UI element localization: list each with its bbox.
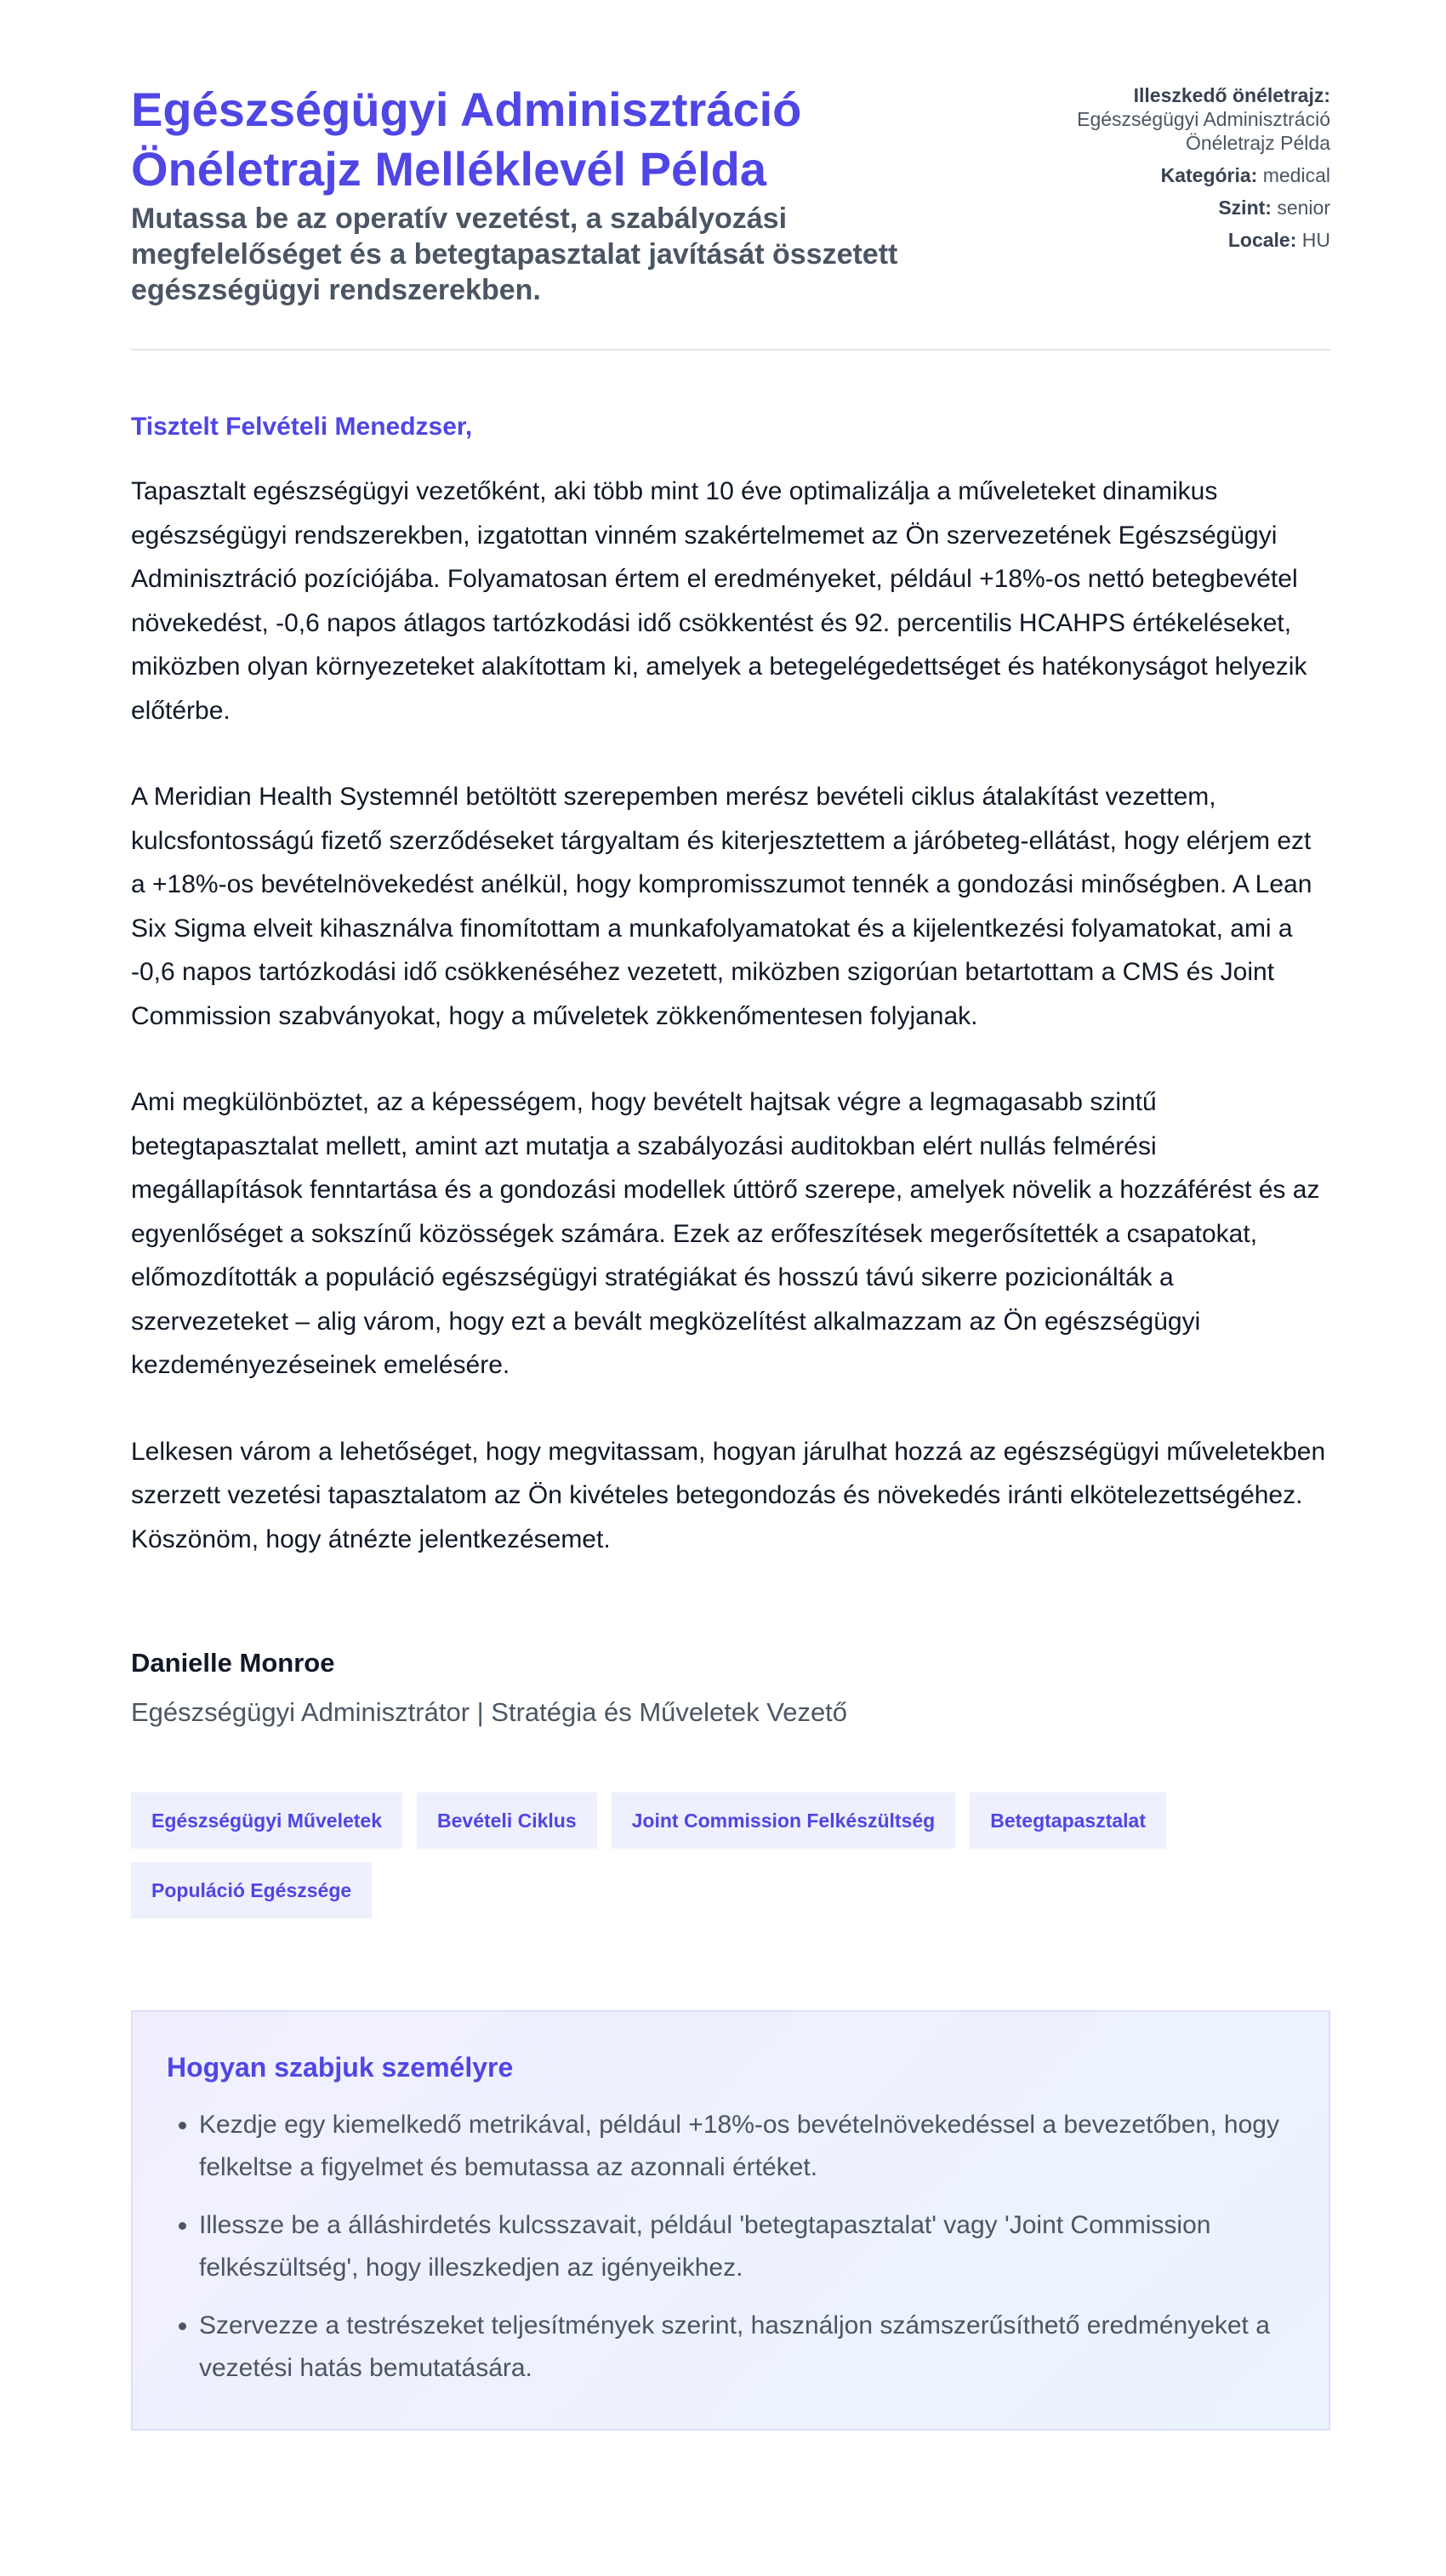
- signature-title: Egészségügyi Adminisztrátor | Stratégia és Műveletek Vezető: [131, 1697, 848, 1727]
- letter-paragraph: Ami megkülönböztet, az a képességem, hogy bevételt hajtsak végre a legmagasabb szintű betegtapasztalat mellett, amint azt mutatja a szabályozási auditokban elért nullás felmérési megállapítások fenntartása és a gondozási modellek úttörő szerepe, amelyek növelik a hozzáférést és az egyenlőséget a sokszínű közösségek számára. Ezek az erőfeszítések megerősítették a csapatokat, előmozdították a populáció egészségügyi stratégiákat és hosszú távú sikerre pozicionálták a szervezeteket – alig várom, hogy ezt a bevált megközelítést alkalmazzam az Ön egészségügyi kezdeményezéseinek emelésére.: [131, 1088, 1320, 1379]
- tips-title: Hogyan szabjuk személyre: [167, 2052, 514, 2083]
- meta-locale-value: HU: [1301, 229, 1330, 251]
- meta-category: [1007, 163, 1330, 187]
- meta-level-label: Szint:: [1218, 197, 1272, 219]
- meta-panel: [1007, 80, 1330, 260]
- header-titles: [131, 80, 999, 308]
- meta-category-label: Kategória:: [1160, 164, 1258, 186]
- tips-list-item: • Szervezze a testrészeket teljesítmények szerint, használjon számszerűsíthető eredményeket a vezetési hatás bemutatására.: [199, 2305, 1295, 2390]
- cover-letter-page: [131, 0, 1330, 2431]
- meta-matching-value: Egészségügyi Adminisztráció Önéletrajz Példa: [1077, 108, 1330, 154]
- signature-name: Danielle Monroe: [131, 1648, 335, 1678]
- meta-matching-resume: [1007, 83, 1330, 155]
- tips-list-item: • Illessze be a álláshirdetés kulcsszavait, például 'betegtapasztalat' vagy 'Joint Commission felkészültség', hogy illeszkedjen az igényeikhez.: [199, 2204, 1295, 2289]
- customization-tips-box: [131, 2010, 1330, 2431]
- skill-tag: Bevételi Ciklus: [417, 1792, 597, 1849]
- signature-block: [131, 1646, 1330, 1730]
- page-header: [131, 80, 1330, 350]
- letter-greeting: Tisztelt Felvételi Menedzser,: [131, 413, 473, 441]
- meta-level: [1007, 196, 1330, 219]
- skill-tag: Joint Commission Felkészültség: [612, 1792, 956, 1849]
- skill-tag: Populáció Egészsége: [131, 1862, 372, 1918]
- skill-tag: Betegtapasztalat: [970, 1792, 1166, 1849]
- meta-matching-label: Illeszkedő önéletrajz:: [1133, 84, 1330, 106]
- meta-locale-label: Locale:: [1227, 229, 1297, 251]
- meta-category-value: medical: [1262, 164, 1330, 186]
- letter-paragraph: A Meridian Health Systemnél betöltött szerepemben merész bevételi ciklus átalakítást vezettem, kulcsfontosságú fizető szerződéseket tárgyaltam és kiterjesztettem a járóbeteg-ellátást, hogy elérjem ezt a +18%-os bevételnövekedést anélkül, hogy kompromisszumot tennék a gondozási minőségben. A Lean Six Sigma elveit kihasználva finomítottam a munkafolyamatokat és a kijelentkezési folyamatokat, ami a -0,6 napos tartózkodási idő csökkenéséhez vezetett, miközben szigorúan betartottam a CMS és Joint Commission szabványokat, hogy a műveletek zökkenőmentesen folyjanak.: [131, 783, 1312, 1030]
- page-subtitle: Mutassa be az operatív vezetést, a szabályozási megfelelőséget és a betegtapasztalat javítását összetett egészségügyi rendszerekben.: [131, 202, 898, 306]
- skill-tag: Egészségügyi Műveletek: [131, 1792, 402, 1849]
- letter-paragraph: Lelkesen várom a lehetőséget, hogy megvitassam, hogyan járulhat hozzá az egészségügyi műveletekben szerzett vezetési tapasztalatom az Ön kivételes betegondozás és növekedés iránti elkötelezettségéhez. Köszönöm, hogy átnézte jelentkezésemet.: [131, 1437, 1326, 1553]
- tips-list: [167, 2104, 1295, 2390]
- meta-level-value: senior: [1277, 197, 1330, 219]
- letter-body: [131, 410, 1330, 1561]
- skill-tags: [131, 1792, 1330, 1918]
- meta-locale: [1007, 228, 1330, 252]
- tips-list-item: • Kezdje egy kiemelkedő metrikával, például +18%-os bevételnövekedéssel a bevezetőben, hogy felkeltse a figyelmet és bemutassa az azonnali értéket.: [199, 2104, 1295, 2189]
- page-title: Egészségügyi Adminisztráció Önéletrajz Melléklevél Példa: [131, 83, 802, 196]
- letter-paragraph: Tapasztalt egészségügyi vezetőként, aki több mint 10 éve optimalizálja a műveleteket dinamikus egészségügyi rendszerekben, izgatottan vinném szakértelmemet az Ön szervezetének Egészségügyi Adminisztráció pozíciójába. Folyamatosan értem el eredményeket, például +18%-os nettó betegbevétel növekedést, -0,6 napos átlagos tartózkodási idő csökkentést és 92. percentilis HCAHPS értékeléseket, miközben olyan környezeteket alakítottam ki, amelyek a betegelégedettséget és hatékonyságot helyezik előtérbe.: [131, 477, 1307, 725]
